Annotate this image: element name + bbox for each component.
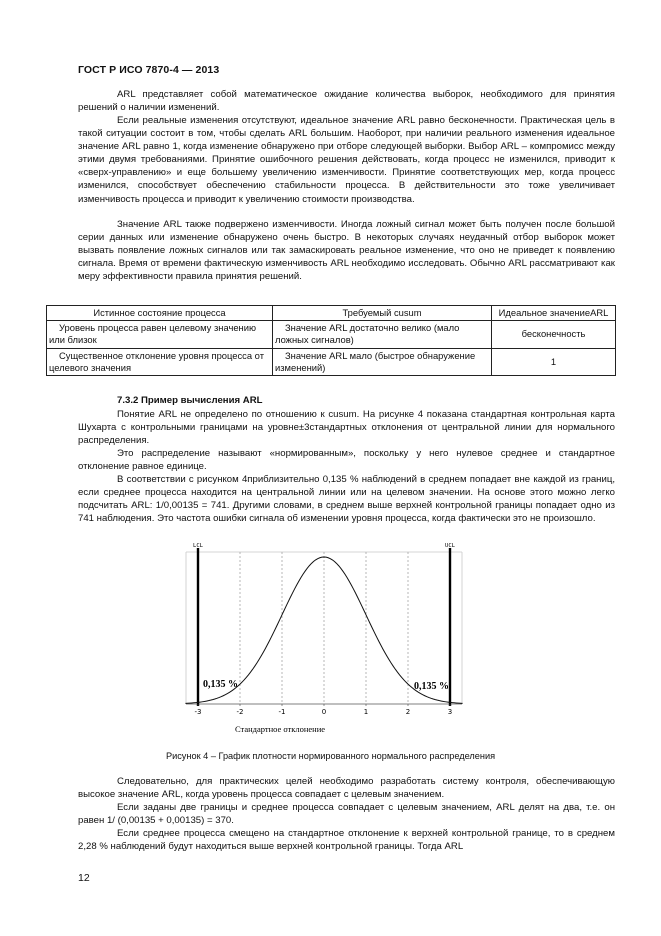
- page-number: 12: [78, 872, 90, 884]
- tick-label: 0: [321, 708, 327, 716]
- table-header-cell: Идеальное значениеARL: [492, 306, 616, 321]
- upper-tail-annotation: 0,135 %: [414, 681, 449, 692]
- arl-table: [46, 305, 616, 376]
- table-header-cell: Требуемый cusum: [273, 306, 492, 321]
- table-row: [47, 348, 616, 375]
- tick-label: -3: [194, 708, 202, 716]
- x-axis-label: Стандартное отклонение: [234, 724, 326, 734]
- tick-label: 1: [363, 708, 369, 716]
- table-cell: бесконечность: [492, 321, 616, 348]
- paragraph: В соответствии с рисунком 4приблизительно 0,135 % наблюдений в среднем попадает вне каждой из границ, если среднее процесса находится на центральной линии или на целевом значении. На основе этого можно легко подсчитать ARL: 1/0,00135 = 741. Другими словами, в среднем выше верхней контрольной границы попадает одно из 741 наблюдения. Это частота ошибки сигнала об изменении уровня процесса, когда фактически это не произошло.: [78, 474, 615, 525]
- table-cell: Значение ARL мало (быстрое обнаружение изменений): [273, 348, 492, 375]
- paragraph: Следовательно, для практических целей необходимо разработать систему контроля, обеспечивающую высокое значение ARL, когда уровень процесса совпадает с целевым значением.: [78, 776, 615, 801]
- ucl-label: UCL: [445, 543, 455, 549]
- paragraph: Если заданы две границы и среднее процесса совпадает с целевым значением, ARL делят на два, т.е. он равен 1/ (0,00135 + 0,00135) = 370.: [78, 802, 615, 827]
- page-header: ГОСТ Р ИСО 7870-4 — 2013: [78, 64, 220, 76]
- paragraph: ARL представляет собой математическое ожидание количества выборок, необходимого для принятия решений о наличии изменений.: [78, 89, 615, 114]
- lcl-label: LCL: [193, 543, 203, 549]
- paragraph: Понятие ARL не определено по отношению к cusum. На рисунке 4 показана стандартная контрольная карта Шухарта с контрольными границами на уровне±3стандартных отклонения от центральной линии для нормального распределения.: [78, 409, 615, 447]
- paragraph: Это распределение называют «нормированным», поскольку у него нулевое среднее и стандартное отклонение равное единице.: [78, 448, 615, 473]
- tick-label: 2: [405, 708, 411, 716]
- figure-caption: Рисунок 4 – График плотности нормированного нормального распределения: [165, 751, 496, 761]
- table-cell: 1: [492, 348, 616, 375]
- table-header-cell: Истинное состояние процесса: [47, 306, 273, 321]
- paragraph: Значение ARL также подвержено изменчивости. Иногда ложный сигнал может быть получен после большой серии данных или изменение обнаружено очень быстро. В некоторых случаях неудачный отбор выборок может вызвать появление ложных сигналов или так замаскировать реальное изменение, что оно не приведет к появлению сигнала. Время от времени фактическую изменчивость ARL необходимо исследовать. Обычно ARL рассматривают как меру эффективности правила принятия решений.: [78, 219, 615, 283]
- normal-distribution-chart: [176, 538, 472, 738]
- section-title: 7.3.2 Пример вычисления ARL: [117, 395, 263, 406]
- paragraph: Если среднее процесса смещено на стандартное отклонение к верхней контрольной границе, то в среднем 2,28 % наблюдений будут находиться выше верхней контрольной границы. Тогда ARL: [78, 828, 615, 853]
- table-cell: Значение ARL достаточно велико (мало ложных сигналов): [273, 321, 492, 348]
- lower-tail-annotation: 0,135 %: [203, 679, 238, 690]
- table-header-row: [47, 306, 616, 321]
- tick-label: -2: [236, 708, 244, 716]
- paragraph: Если реальные изменения отсутствуют, идеальное значение ARL равно бесконечности. Практическая цель в такой ситуации состоит в том, чтобы сделать ARL большим. Наоборот, при наличии реального изменения идеальное значение ARL равно 1, когда изменение обнаружено при отборе следующей выборки. Выбор ARL – компромисс между этими двумя требованиями. Принятие ошибочного решения действовать, когда процесс не изменился, приводит к «сверх-управлению» и еще большему увеличению изменчивости. Принятие соответствующих мер, когда процесс изменился, способствует обеспечению стабильности процесса. В действительности это тоже увеличивает изменчивость процесса и приводит к увеличению стоимости производства.: [78, 115, 615, 205]
- table-cell: Уровень процесса равен целевому значению или близок: [47, 321, 273, 348]
- table-cell: Существенное отклонение уровня процесса от целевого значения: [47, 348, 273, 375]
- tick-label: -1: [278, 708, 286, 716]
- table-row: [47, 321, 616, 348]
- tick-label: 3: [447, 708, 453, 716]
